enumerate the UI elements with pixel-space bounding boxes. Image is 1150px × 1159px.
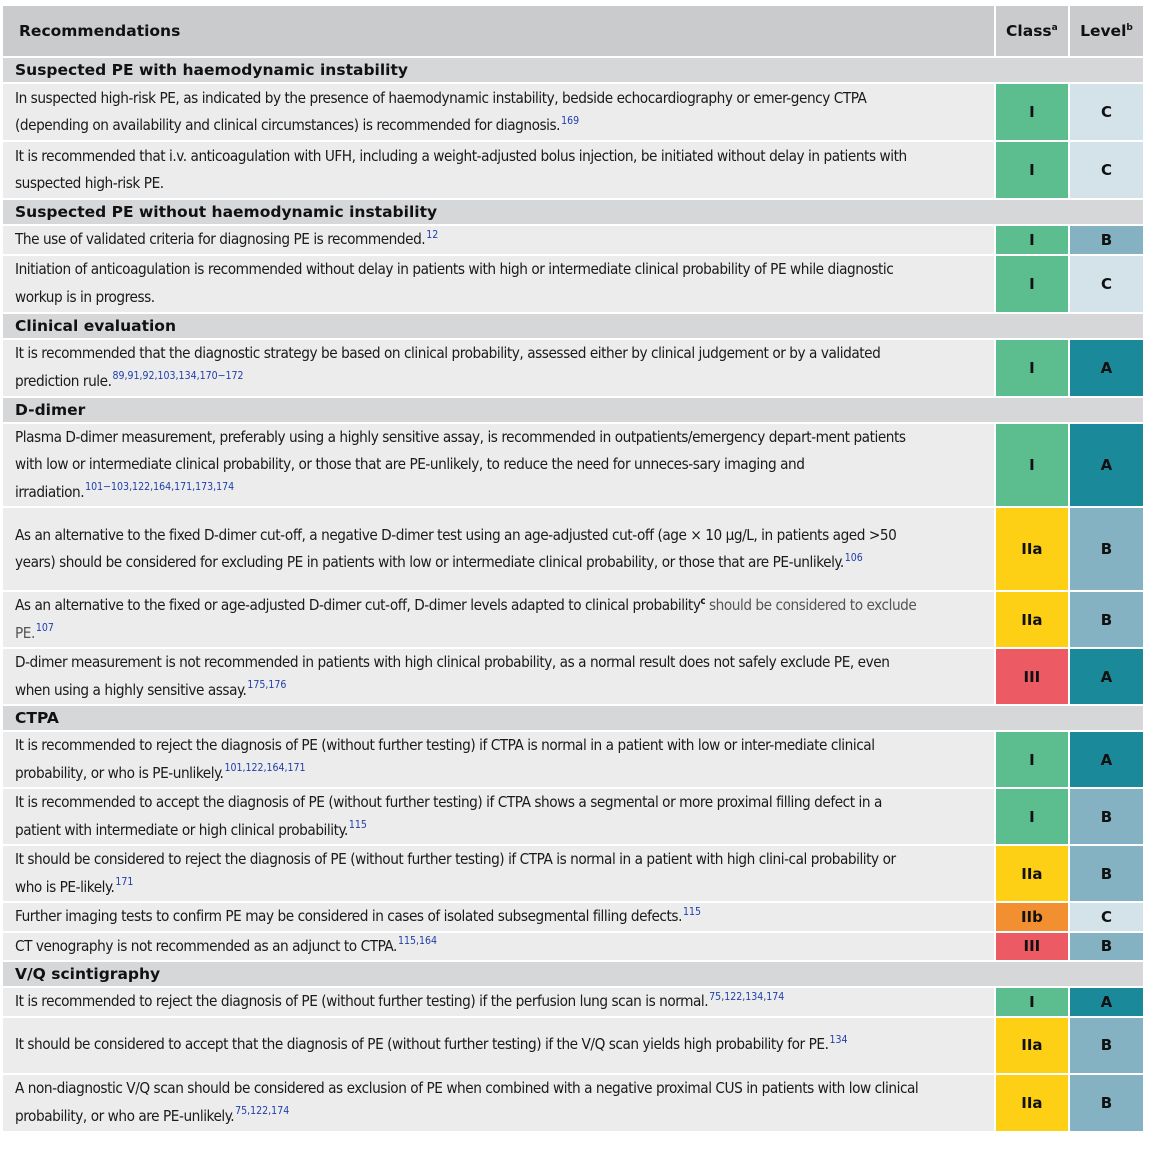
level-badge: A <box>1070 340 1143 396</box>
reference-link[interactable]: 134 <box>829 1034 848 1047</box>
recommendations-table-container <box>3 6 1143 1133</box>
section-title: V/Q scintigraphy <box>3 962 1143 986</box>
level-badge: B <box>1070 933 1143 961</box>
recommendation-row <box>3 846 1143 901</box>
recommendation-text-cell <box>3 226 994 254</box>
recommendation-row <box>3 142 1143 198</box>
class-badge: I <box>996 732 1068 787</box>
class-badge: IIa <box>996 592 1068 647</box>
class-badge: I <box>996 340 1068 396</box>
reference-link[interactable]: 107 <box>35 622 54 635</box>
recommendation-text-cell <box>3 142 994 198</box>
level-badge: B <box>1070 789 1143 844</box>
recommendation-text: It is recommended to reject the diagnosis of PE (without further testing) if CTPA is normal in a patient with low or inter-mediate clinical probability, or who is PE-unlikely. <box>15 736 875 782</box>
recommendation-text: D-dimer measurement is not recommended in patients with high clinical probability, as a normal result does not safely exclude PE, even when using a highly sensitive assay. <box>15 653 890 699</box>
recommendation-row <box>3 592 1143 647</box>
recommendation-row <box>3 789 1143 844</box>
class-badge: III <box>996 649 1068 704</box>
class-badge: I <box>996 988 1068 1016</box>
reference-link[interactable]: 12 <box>426 228 439 241</box>
reference-link[interactable]: 101−103,122,164,171,173,174 <box>85 481 235 494</box>
recommendation-text: As an alternative to the fixed D-dimer cut-off, a negative D-dimer test using an age-adjusted cut-off (age × 10 µg/L, in patients aged >50 years) should be considered for excluding PE in patients with low or intermediate clinical probability, or those that are PE-unlikely. <box>15 525 897 571</box>
recommendation-text-cell <box>3 988 994 1016</box>
recommendation-text: It is recommended that i.v. anticoagulation with UFH, including a weight-adjusted bolus injection, be initiated without delay in patients with suspected high-risk PE. <box>15 146 907 192</box>
recommendation-text: In suspected high-risk PE, as indicated by the presence of haemodynamic instability, bedside echocardiography or emer-gency CTPA (depending on availability and clinical circumstances) is recommended for diagnosis. <box>15 88 867 134</box>
reference-link[interactable]: 101,122,164,171 <box>224 762 306 775</box>
recommendation-text: It should be considered to reject the diagnosis of PE (without further testing) if CTPA is normal in a patient with high clini-cal probability or who is PE-likely. <box>15 850 896 896</box>
recommendation-text-cell <box>3 789 994 844</box>
class-badge: IIa <box>996 846 1068 901</box>
section-title: Suspected PE without haemodynamic instability <box>3 200 1143 224</box>
recommendation-text: Further imaging tests to confirm PE may be considered in cases of isolated subsegmental filling defects. <box>15 907 682 925</box>
footnote-marker: c <box>700 595 706 607</box>
reference-link[interactable]: 115 <box>682 905 701 918</box>
recommendation-row <box>3 649 1143 704</box>
level-badge: B <box>1070 1075 1143 1131</box>
recommendations-header <box>3 6 994 56</box>
level-badge: C <box>1070 256 1143 312</box>
recommendation-text: It should be considered to accept that the diagnosis of PE (without further testing) if the V/Q scan yields high probability for PE. <box>15 1035 829 1054</box>
recommendation-text-cell <box>3 1075 994 1131</box>
class-badge: I <box>996 84 1068 140</box>
recommendation-text-cell <box>3 508 994 590</box>
recommendation-row <box>3 933 1143 961</box>
recommendation-row <box>3 84 1143 140</box>
level-badge: A <box>1070 649 1143 704</box>
reference-link[interactable]: 89,91,92,103,134,170−172 <box>112 370 244 383</box>
recommendation-row <box>3 732 1143 787</box>
level-badge: B <box>1070 846 1143 901</box>
level-badge: A <box>1070 424 1143 507</box>
class-badge: IIa <box>996 1018 1068 1073</box>
section-header-row <box>3 706 1143 730</box>
recommendation-text-cell <box>3 340 994 396</box>
class-header <box>996 6 1068 56</box>
recommendation-text-cell <box>3 903 994 931</box>
level-badge: B <box>1070 508 1143 590</box>
recommendation-text-cell <box>3 592 994 647</box>
recommendation-text: Initiation of anticoagulation is recommended without delay in patients with high or intermediate clinical probability of PE while diagnostic workup is in progress. <box>15 260 894 306</box>
reference-link[interactable]: 115,164 <box>397 935 437 948</box>
reference-link[interactable]: 115 <box>348 819 367 832</box>
recommendation-text: It is recommended to reject the diagnosis of PE (without further testing) if the perfusion lung scan is normal. <box>15 992 709 1010</box>
table-body <box>3 58 1143 1131</box>
recommendation-row <box>3 226 1143 254</box>
level-badge: B <box>1070 1018 1143 1073</box>
section-title: Clinical evaluation <box>3 314 1143 338</box>
class-badge: I <box>996 226 1068 254</box>
level-badge: B <box>1070 592 1143 647</box>
table-header-row <box>3 6 1143 56</box>
level-badge: A <box>1070 988 1143 1016</box>
section-title: D-dimer <box>3 398 1143 422</box>
recommendation-text-cell <box>3 933 994 961</box>
recommendation-row <box>3 508 1143 590</box>
recommendations-header-label: Recommendations <box>19 22 181 40</box>
class-badge: IIb <box>996 903 1068 931</box>
class-badge: I <box>996 424 1068 507</box>
level-header-label: Level <box>1080 22 1127 40</box>
class-badge: I <box>996 142 1068 198</box>
recommendation-row <box>3 1075 1143 1131</box>
class-header-label: Class <box>1006 22 1052 40</box>
recommendation-row <box>3 256 1143 312</box>
recommendation-text: A non-diagnostic V/Q scan should be considered as exclusion of PE when combined with a negative proximal CUS in patients with low clinical probability, or who are PE-unlikely. <box>15 1079 919 1125</box>
class-badge: III <box>996 933 1068 961</box>
recommendation-text-cell <box>3 424 994 507</box>
class-header-footnote: a <box>1051 22 1058 33</box>
section-header-row <box>3 58 1143 82</box>
recommendation-text-cell <box>3 1018 994 1073</box>
recommendation-text: The use of validated criteria for diagnosing PE is recommended. <box>15 230 426 248</box>
reference-link[interactable]: 169 <box>561 114 580 127</box>
recommendation-text-cell <box>3 256 994 312</box>
recommendation-row <box>3 903 1143 931</box>
recommendation-text: It is recommended that the diagnostic strategy be based on clinical probability, assessed either by clinical judgement or by a validated prediction rule. <box>15 344 881 390</box>
class-badge: I <box>996 789 1068 844</box>
section-title: Suspected PE with haemodynamic instability <box>3 58 1143 82</box>
level-header <box>1070 6 1143 56</box>
recommendation-text: As an alternative to the fixed or age-adjusted D-dimer cut-off, D-dimer levels adapted to clinical probability <box>15 596 701 614</box>
section-header-row <box>3 398 1143 422</box>
reference-link[interactable]: 175,176 <box>247 679 287 692</box>
recommendation-text-cell <box>3 84 994 140</box>
class-badge: IIa <box>996 1075 1068 1131</box>
recommendation-row <box>3 340 1143 396</box>
recommendation-row <box>3 1018 1143 1073</box>
section-title: CTPA <box>3 706 1143 730</box>
level-badge: A <box>1070 732 1143 787</box>
level-badge: C <box>1070 903 1143 931</box>
reference-link[interactable]: 106 <box>844 551 863 564</box>
reference-link[interactable]: 171 <box>115 876 134 889</box>
reference-link[interactable]: 75,122,134,174 <box>709 990 785 1003</box>
recommendation-text-continued: should be considered to exclude PE. <box>15 596 917 642</box>
recommendation-text: It is recommended to accept the diagnosis of PE (without further testing) if CTPA shows a segmental or more proximal filling defect in a patient with intermediate or high clinical probability. <box>15 793 882 839</box>
section-header-row <box>3 962 1143 986</box>
recommendation-text-cell <box>3 649 994 704</box>
level-header-footnote: b <box>1126 22 1133 33</box>
class-badge: I <box>996 256 1068 312</box>
recommendation-text-cell <box>3 846 994 901</box>
class-badge: IIa <box>996 508 1068 590</box>
reference-link[interactable]: 75,122,174 <box>235 1105 290 1118</box>
level-badge: C <box>1070 142 1143 198</box>
level-badge: B <box>1070 226 1143 254</box>
section-header-row <box>3 200 1143 224</box>
level-badge: C <box>1070 84 1143 140</box>
recommendation-text: Plasma D-dimer measurement, preferably using a highly sensitive assay, is recommended in outpatients/emergency depart-ment patients with low or intermediate clinical probability, or those that are PE-unlikely, to reduce the need for unneces-sary imaging and irradiation. <box>15 427 906 501</box>
recommendations-table <box>3 4 1143 1133</box>
recommendation-row <box>3 988 1143 1016</box>
section-header-row <box>3 314 1143 338</box>
recommendation-text-cell <box>3 732 994 787</box>
recommendation-text: CT venography is not recommended as an adjunct to CTPA. <box>15 936 397 955</box>
recommendation-row <box>3 424 1143 507</box>
